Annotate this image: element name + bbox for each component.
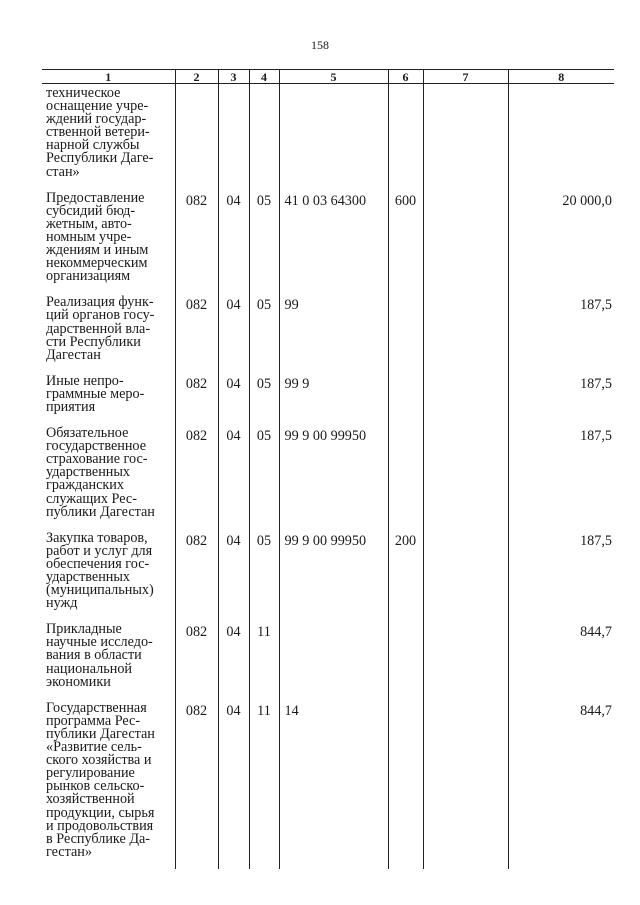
cell-amount: 187,5 (508, 529, 614, 621)
cell-gr: 082 (175, 699, 218, 869)
cell-col7 (423, 84, 508, 189)
name-line: Республики Даге- (46, 150, 154, 167)
cell-rz (218, 84, 249, 189)
cell-pr: 11 (249, 699, 279, 869)
cell-name (42, 699, 175, 869)
name-line: ского хозяйства и (46, 752, 152, 769)
column-header-7: 7 (423, 70, 508, 84)
cell-rz: 04 (218, 699, 249, 869)
cell-name (42, 372, 175, 424)
name-line: нарной службы (46, 137, 140, 154)
cell-vr: 600 (388, 189, 423, 294)
name-line: нужд (46, 595, 78, 612)
table-row (42, 620, 614, 698)
table-body (42, 84, 614, 869)
cell-pr: 11 (249, 620, 279, 698)
name-line: Реализация функ- (46, 294, 154, 311)
cell-vr (388, 372, 423, 424)
name-line: хозяйственной (46, 791, 135, 808)
cell-col7 (423, 293, 508, 371)
cell-gr: 082 (175, 372, 218, 424)
name-line: организациям (46, 268, 131, 285)
cell-vr: 200 (388, 529, 423, 621)
name-line: рынков сельско- (46, 778, 145, 795)
name-line: ций органов госу- (46, 307, 155, 324)
column-header-2: 2 (175, 70, 218, 84)
name-line: работ и услуг для (46, 542, 153, 559)
cell-rz: 04 (218, 189, 249, 294)
name-line: (муниципальных) (46, 582, 154, 599)
cell-name (42, 529, 175, 621)
name-line: жетным, авто- (46, 215, 132, 232)
name-line: Обязательное (46, 425, 129, 442)
name-line: стан» (46, 163, 80, 180)
name-line: гражданских (46, 477, 124, 494)
name-line: техническое (46, 85, 121, 101)
cell-amount: 844,7 (508, 620, 614, 698)
cell-col7 (423, 424, 508, 529)
cell-vr (388, 424, 423, 529)
name-line: экономики (46, 673, 111, 690)
cell-name (42, 620, 175, 698)
cell-pr (249, 84, 279, 189)
column-header-8: 8 (508, 70, 614, 84)
cell-pr: 05 (249, 293, 279, 371)
name-line: Предоставление (46, 189, 145, 206)
name-line: субсидий бюд- (46, 202, 136, 219)
cell-csr (279, 84, 388, 189)
cell-amount (508, 84, 614, 189)
table-row (42, 372, 614, 424)
cell-amount: 20 000,0 (508, 189, 614, 294)
name-line: некоммерческим (46, 255, 148, 272)
name-line: оснащение учре- (46, 98, 149, 115)
cell-vr (388, 699, 423, 869)
column-header-4: 4 (249, 70, 279, 84)
cell-csr: 99 (279, 293, 388, 371)
name-line: дарственной вла- (46, 320, 151, 337)
cell-col7 (423, 620, 508, 698)
cell-csr: 99 9 00 99950 (279, 424, 388, 529)
cell-col7 (423, 699, 508, 869)
cell-gr: 082 (175, 424, 218, 529)
name-line: регулирование (46, 765, 135, 782)
cell-rz: 04 (218, 620, 249, 698)
name-line: Дагестан (46, 346, 101, 363)
name-line: ударственных (46, 464, 131, 481)
name-line: служащих Рес- (46, 490, 137, 507)
name-line: ждениям и иным (46, 242, 149, 259)
cell-name (42, 84, 175, 189)
cell-csr: 14 (279, 699, 388, 869)
name-line: ждений государ- (46, 111, 147, 128)
name-line: Закупка товаров, (46, 529, 148, 546)
budget-table (42, 69, 614, 869)
cell-pr: 05 (249, 189, 279, 294)
name-line: публики Дагестан (46, 725, 155, 742)
cell-amount: 844,7 (508, 699, 614, 869)
name-line: обеспечения гос- (46, 555, 150, 572)
cell-rz: 04 (218, 529, 249, 621)
cell-col7 (423, 372, 508, 424)
cell-amount: 187,5 (508, 424, 614, 529)
cell-col7 (423, 529, 508, 621)
cell-name (42, 293, 175, 371)
name-line: страхование гос- (46, 451, 148, 468)
cell-pr: 05 (249, 372, 279, 424)
cell-vr (388, 620, 423, 698)
name-line: и продовольствия (46, 817, 154, 834)
name-line: научные исследо- (46, 634, 153, 651)
name-line: публики Дагестан (46, 503, 155, 520)
table-row (42, 84, 614, 189)
column-header-5: 5 (279, 70, 388, 84)
cell-rz: 04 (218, 293, 249, 371)
cell-gr: 082 (175, 620, 218, 698)
name-line: программа Рес- (46, 712, 141, 729)
column-header-1: 1 (42, 70, 175, 84)
name-line: вания в области (46, 647, 142, 664)
name-line: номным учре- (46, 228, 132, 245)
name-line: «Развитие сель- (46, 739, 142, 756)
name-line: сти Республики (46, 333, 141, 350)
cell-pr: 05 (249, 424, 279, 529)
name-line: ударственных (46, 569, 131, 585)
cell-csr: 99 9 00 99950 (279, 529, 388, 621)
column-header-6: 6 (388, 70, 423, 84)
cell-gr: 082 (175, 293, 218, 371)
cell-name (42, 424, 175, 529)
cell-gr (175, 84, 218, 189)
name-line: граммные меро- (46, 385, 145, 402)
name-line: Прикладные (46, 621, 122, 638)
cell-col7 (423, 189, 508, 294)
cell-rz: 04 (218, 424, 249, 529)
cell-csr (279, 620, 388, 698)
cell-gr: 082 (175, 189, 218, 294)
name-line: ственной ветери- (46, 124, 150, 141)
cell-amount: 187,5 (508, 372, 614, 424)
table-row (42, 699, 614, 869)
cell-amount: 187,5 (508, 293, 614, 371)
cell-csr: 99 9 (279, 372, 388, 424)
name-line: приятия (46, 398, 96, 415)
cell-vr (388, 84, 423, 189)
table-row (42, 529, 614, 621)
cell-pr: 05 (249, 529, 279, 621)
cell-vr (388, 293, 423, 371)
table-header-row (42, 70, 614, 84)
cell-csr: 41 0 03 64300 (279, 189, 388, 294)
page-number: 158 (311, 38, 329, 52)
name-line: продукции, сырья (46, 804, 155, 821)
cell-name (42, 189, 175, 294)
budget-table-container (42, 69, 614, 860)
table-row (42, 424, 614, 529)
name-line: государственное (46, 438, 146, 455)
name-line: Иные непро- (46, 372, 124, 389)
name-line: национальной (46, 660, 133, 677)
name-line: Государственная (46, 699, 147, 716)
name-line: гестан» (46, 843, 92, 860)
cell-gr: 082 (175, 529, 218, 621)
name-line: в Республике Да- (46, 830, 151, 847)
table-row (42, 189, 614, 294)
cell-rz: 04 (218, 372, 249, 424)
table-row (42, 293, 614, 371)
column-header-3: 3 (218, 70, 249, 84)
